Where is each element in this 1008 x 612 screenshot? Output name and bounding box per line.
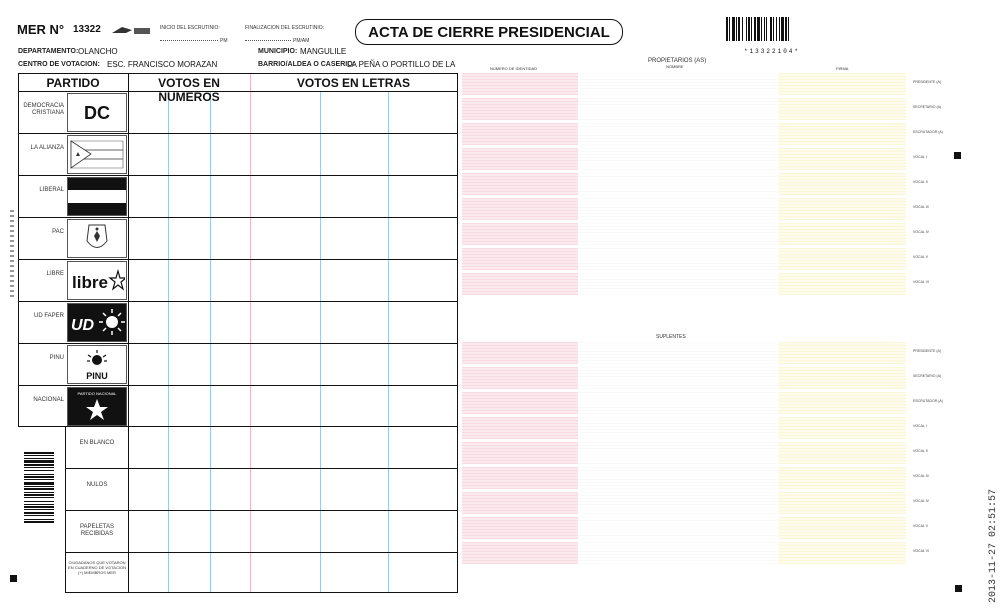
identidad-field[interactable] <box>462 248 578 270</box>
centro-value: ESC. FRANCISCO MORAZAN <box>107 60 218 69</box>
firma-field[interactable] <box>778 248 906 270</box>
summary-letras-cell[interactable] <box>251 427 456 467</box>
pinu-logo-icon <box>67 345 127 384</box>
member-role-label: VOCAL V <box>913 524 929 528</box>
inicio-suffix: PM <box>220 38 228 44</box>
identidad-field[interactable] <box>462 98 578 120</box>
summary-label: CIUDADANOS QUE VOTARON EN CUADERNO DE VOTACION (+) MIEMBROS MER <box>68 560 126 575</box>
identidad-field[interactable] <box>462 148 578 170</box>
page-title-text: ACTA DE CIERRE PRESIDENCIAL <box>368 23 610 41</box>
col-firma-header: FIRMA <box>836 66 849 71</box>
member-role-label: PRESIDENTE (A) <box>913 349 942 353</box>
firma-field[interactable] <box>778 467 906 489</box>
nombre-field[interactable] <box>580 148 776 170</box>
member-role-label: SECRETARIO (A) <box>913 374 942 378</box>
tse-logo-icon <box>110 24 152 36</box>
inicio-line <box>160 40 218 41</box>
member-row <box>462 223 910 246</box>
summary-numeros-cell[interactable] <box>129 469 249 509</box>
svg-text:PARTIDO NACIONAL: PARTIDO NACIONAL <box>77 391 117 396</box>
identidad-field[interactable] <box>462 442 578 464</box>
side-barcode-icon <box>24 452 60 544</box>
identidad-field[interactable] <box>462 392 578 414</box>
nacional-star-icon <box>67 387 127 426</box>
nombre-field[interactable] <box>580 248 776 270</box>
member-role-label: VOCAL I <box>913 155 927 159</box>
party-name: DEMOCRACIA CRISTIANA <box>23 103 64 116</box>
identidad-field[interactable] <box>462 198 578 220</box>
votes-table <box>18 73 457 593</box>
member-role-label: VOCAL II <box>913 449 928 453</box>
member-row <box>462 542 910 565</box>
votos-numeros-cell[interactable] <box>129 344 249 384</box>
party-row <box>18 343 457 385</box>
identidad-field[interactable] <box>462 467 578 489</box>
member-row <box>462 342 910 365</box>
barrio-label: BARRIO/ALDEA O CASERIO: <box>258 61 355 68</box>
nombre-field[interactable] <box>580 367 776 389</box>
member-role-label: SECRETARIO (A) <box>913 105 942 109</box>
summary-row <box>65 510 457 552</box>
nombre-field[interactable] <box>580 273 776 295</box>
member-row <box>462 173 910 196</box>
member-row <box>462 98 910 121</box>
identidad-field[interactable] <box>462 73 578 95</box>
party-row <box>18 385 457 427</box>
col-partido-header: PARTIDO <box>46 76 100 90</box>
member-row <box>462 73 910 96</box>
party-name: NACIONAL <box>33 397 64 403</box>
firma-field[interactable] <box>778 517 906 539</box>
firma-field[interactable] <box>778 148 906 170</box>
party-name: PAC <box>52 229 64 235</box>
member-row <box>462 367 910 390</box>
mer-label: MER N° <box>17 22 65 37</box>
member-role-label: VOCAL II <box>913 180 928 184</box>
nombre-field[interactable] <box>580 467 776 489</box>
member-role-label: VOCAL IV <box>913 230 930 234</box>
party-row <box>18 259 457 301</box>
party-name: UD FAPER <box>33 313 64 319</box>
dc-logo-icon <box>67 93 127 132</box>
identidad-field[interactable] <box>462 417 578 439</box>
libre-star-icon <box>67 261 127 300</box>
identidad-field[interactable] <box>462 517 578 539</box>
summary-label: EN BLANCO <box>79 440 115 446</box>
finalizacion-suffix: PM/AM <box>293 38 310 44</box>
party-row <box>18 133 457 175</box>
col-identidad-header: NUMERO DE IDENTIDAD <box>490 66 538 71</box>
nombre-field[interactable] <box>580 542 776 564</box>
votos-numeros-cell[interactable] <box>129 302 249 342</box>
ud-sun-icon <box>67 303 127 342</box>
votos-numeros-cell[interactable] <box>129 386 249 426</box>
inicio-label: INICIO DEL ESCRUTINIO: <box>160 25 220 31</box>
member-row <box>462 417 910 440</box>
identidad-field[interactable] <box>462 223 578 245</box>
summary-letras-cell[interactable] <box>251 469 456 509</box>
party-name: LA ALIANZA <box>30 145 64 151</box>
summary-row <box>65 552 457 594</box>
votos-letras-cell[interactable] <box>251 176 456 216</box>
member-row <box>462 273 910 296</box>
centro-label: CENTRO DE VOTACION: <box>18 61 100 68</box>
svg-text:UD: UD <box>71 317 95 334</box>
firma-field[interactable] <box>778 173 906 195</box>
nombre-field[interactable] <box>580 123 776 145</box>
member-role-label: VOCAL III <box>913 474 929 478</box>
member-role-label: ESCRUTADOR (A) <box>913 130 943 134</box>
firma-field[interactable] <box>778 273 906 295</box>
summary-label: PAPELETAS RECIBIDAS <box>79 524 115 537</box>
votos-letras-cell[interactable] <box>251 92 456 132</box>
firma-field[interactable] <box>778 392 906 414</box>
svg-text:PINU: PINU <box>86 371 108 381</box>
firma-field[interactable] <box>778 123 906 145</box>
registration-mark <box>10 575 17 582</box>
nombre-field[interactable] <box>580 442 776 464</box>
party-row <box>18 217 457 259</box>
municipio-value: MANGULILE <box>300 47 347 56</box>
party-row <box>18 301 457 343</box>
finalizacion-line <box>245 40 291 41</box>
firma-field[interactable] <box>778 367 906 389</box>
nombre-field[interactable] <box>580 342 776 364</box>
alianza-flag-icon <box>67 135 127 174</box>
suplentes-title: SUPLENTES <box>656 334 686 340</box>
identidad-field[interactable] <box>462 342 578 364</box>
nombre-field[interactable] <box>580 223 776 245</box>
votos-letras-cell[interactable] <box>251 386 456 426</box>
votos-numeros-cell[interactable] <box>129 134 249 174</box>
departamento-label: DEPARTAMENTO: <box>18 48 79 55</box>
firma-field[interactable] <box>778 342 906 364</box>
votos-numeros-cell[interactable] <box>129 176 249 216</box>
nombre-field[interactable] <box>580 417 776 439</box>
votos-letras-cell[interactable] <box>251 134 456 174</box>
nombre-field[interactable] <box>580 98 776 120</box>
party-row <box>18 175 457 217</box>
member-role-label: VOCAL I <box>913 424 927 428</box>
votos-numeros-cell[interactable] <box>129 92 249 132</box>
departamento-value: OLANCHO <box>78 47 118 56</box>
member-row <box>462 123 910 146</box>
nombre-field[interactable] <box>580 173 776 195</box>
votos-letras-cell[interactable] <box>251 302 456 342</box>
member-row <box>462 492 910 515</box>
member-row <box>462 442 910 465</box>
firma-field[interactable] <box>778 442 906 464</box>
firma-field[interactable] <box>778 492 906 514</box>
summary-numeros-cell[interactable] <box>129 511 249 551</box>
registration-mark <box>954 152 961 159</box>
member-role-label: PRESIDENTE (A) <box>913 80 942 84</box>
nombre-field[interactable] <box>580 73 776 95</box>
col-numeros-header: VOTOS EN NUMEROS <box>158 76 220 104</box>
member-row <box>462 198 910 221</box>
page-title <box>355 19 623 45</box>
votos-letras-cell[interactable] <box>251 260 456 300</box>
party-name: LIBRE <box>46 271 64 277</box>
summary-row <box>65 426 457 468</box>
member-row <box>462 248 910 271</box>
propietarios-title: PROPIETARIOS (AS) <box>648 58 707 64</box>
member-row <box>462 392 910 415</box>
finalizacion-label: FINALIZACION DEL ESCRUTINIO: <box>245 25 324 31</box>
member-role-label: VOCAL V <box>913 255 929 259</box>
identidad-field[interactable] <box>462 367 578 389</box>
liberal-flag-icon <box>67 177 127 216</box>
edge-print-mark <box>10 210 14 300</box>
member-row <box>462 517 910 540</box>
member-role-label: VOCAL VI <box>913 280 930 284</box>
firma-field[interactable] <box>778 73 906 95</box>
summary-row <box>65 468 457 510</box>
barcode <box>724 17 820 55</box>
member-row <box>462 467 910 490</box>
firma-field[interactable] <box>778 98 906 120</box>
summary-letras-cell[interactable] <box>251 553 456 593</box>
summary-numeros-cell[interactable] <box>129 427 249 467</box>
barcode-text: *13322104* <box>743 48 800 55</box>
nombre-field[interactable] <box>580 517 776 539</box>
party-name: LIBERAL <box>39 187 64 193</box>
party-name: PINU <box>49 355 64 361</box>
scan-timestamp: 2013-11-27 02:51:57 <box>988 488 999 603</box>
svg-text:DC: DC <box>84 103 110 123</box>
col-letras-header: VOTOS EN LETRAS <box>296 76 411 90</box>
identidad-field[interactable] <box>462 173 578 195</box>
municipio-label: MUNICIPIO: <box>258 48 298 55</box>
member-role-label: ESCRUTADOR (A) <box>913 399 943 403</box>
col-nombre-header: NOMBRE <box>666 64 684 69</box>
nombre-field[interactable] <box>580 198 776 220</box>
summary-letras-cell[interactable] <box>251 511 456 551</box>
nombre-field[interactable] <box>580 392 776 414</box>
svg-text:libre: libre <box>72 273 108 292</box>
firma-field[interactable] <box>778 223 906 245</box>
summary-label: NULOS <box>86 482 108 488</box>
identidad-field[interactable] <box>462 542 578 564</box>
member-role-label: VOCAL III <box>913 205 929 209</box>
votos-numeros-cell[interactable] <box>129 218 249 258</box>
nombre-field[interactable] <box>580 492 776 514</box>
identidad-field[interactable] <box>462 273 578 295</box>
pac-shield-icon <box>67 219 127 258</box>
firma-field[interactable] <box>778 417 906 439</box>
votos-letras-cell[interactable] <box>251 344 456 384</box>
member-row <box>462 148 910 171</box>
votos-letras-cell[interactable] <box>251 218 456 258</box>
member-role-label: VOCAL IV <box>913 499 930 503</box>
firma-field[interactable] <box>778 198 906 220</box>
identidad-field[interactable] <box>462 492 578 514</box>
identidad-field[interactable] <box>462 123 578 145</box>
summary-numeros-cell[interactable] <box>129 553 249 593</box>
votos-numeros-cell[interactable] <box>129 260 249 300</box>
firma-field[interactable] <box>778 542 906 564</box>
party-row <box>18 91 457 133</box>
registration-mark <box>955 585 962 592</box>
barrio-value: LA PEÑA O PORTILLO DE LA <box>347 60 456 69</box>
member-role-label: VOCAL VI <box>913 549 930 553</box>
mer-number: 13322 <box>73 24 101 35</box>
barcode-bars-icon <box>724 17 820 43</box>
